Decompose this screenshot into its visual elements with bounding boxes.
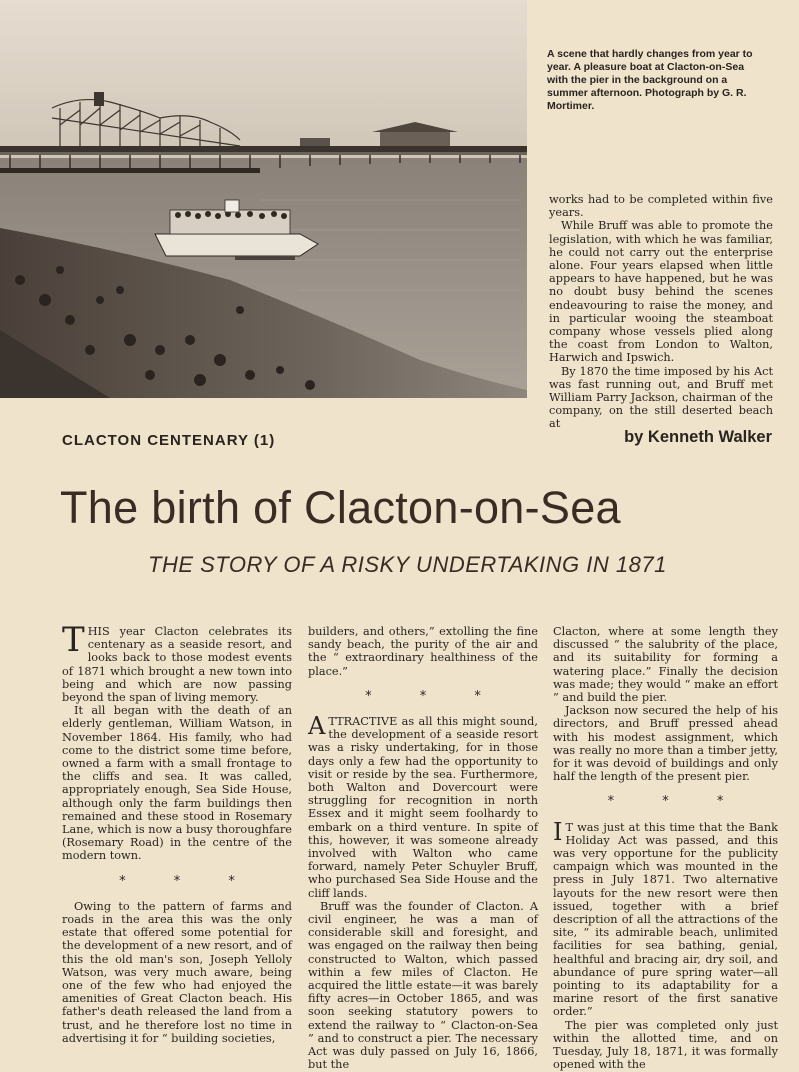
pier-photograph <box>0 0 527 398</box>
article-column-1 <box>62 620 292 1045</box>
paragraph <box>62 620 292 705</box>
series-title: CLACTON CENTENARY (1) <box>62 432 276 449</box>
paragraph <box>308 712 538 900</box>
paragraph: builders, and others,” extolling the fine sandy beach, the purity of the air and the “ extraordinary healthiness of the place.” <box>308 625 538 678</box>
paragraph-text: TTRACTIVE as all this might sound, the development of a seaside resort was a risky undertaking, for in those days only a few had the opportunity to visit or reside by the sea. Furthermore, both Walton and Dovercourt were struggling for recognition in north Essex and it might seem foolhardy to embark on a third venture. In spite of this, however, it was someone already involved with Walton who came forward, namely Peter Schuyler Bruff, who purchased Sea Side House and the cliff lands. <box>308 715 538 900</box>
paragraph: Bruff was the founder of Clacton. A civil engineer, he was a man of considerable skill and foresight, and was engaged on the railway then being constructed to Walton, which passed within a few miles of Clacton. He acquired the little estate—it was barely fifty acres—in October 1865, and was soon seeking statutory powers to extend the railway to “ Clacton-on-Sea ” and to construct a pier. The necessary Act was duly passed on July 16, 1866, but the <box>308 899 538 1072</box>
paragraph: Clacton, where at some length they discussed “ the salubrity of the place, and its suitability for forming a watering place.” Finally the decision was made; they would “ make an effort ” and build the pier. <box>553 625 778 705</box>
paragraph <box>553 817 778 1019</box>
section-break: * * * <box>365 688 503 704</box>
paragraph: Owing to the pattern of farms and roads in the area this was the only estate that offered some potential for the development of a new resort, and of this the old man's son, Joseph Yelloly Watson, was very much aware, being one of the few who had enjoyed the amenities of Great Clacton beach. His father's death released the land from a trust, and he therefore lost no time in advertising it for “ building societies, <box>62 899 292 1045</box>
headline: The birth of Clacton-on-Sea <box>60 482 621 533</box>
pier-photograph-icon <box>0 0 527 398</box>
top-column <box>549 193 773 431</box>
section-break: * * * <box>119 873 257 889</box>
paragraph: The pier was completed only just within the allotted time, and on Tuesday, July 18, 1871, it was formally opened with the <box>553 1018 778 1072</box>
drop-cap: T <box>62 620 85 660</box>
paragraph: By 1870 the time imposed by his Act was fast running out, and Bruff met William Parry Jackson, chairman of the company, on the still deserted beach at <box>549 364 773 431</box>
paragraph: While Bruff was able to promote the legislation, with which he was familiar, he could not carry out the enterprise alone. Four years elapsed when little appears to have happened, but he was no doubt busy behind the scenes endeavouring to raise the money, and in particular wooing the steamboat company whose vessels plied along the coast from London to Walton, Harwich and Ipswich. <box>549 219 773 365</box>
article-column-2 <box>308 625 538 1072</box>
byline: by Kenneth Walker <box>624 428 772 446</box>
paragraph-text: T was just at this time that the Bank Holiday Act was passed, and this was very opportune for the publicity campaign which was mounted in the press in July 1871. Two alternative layouts for the new resort were then issued, together with a brief description of all the attractions of the site, “ its admirable beach, unlimited facilities for sea bathing, genial, healthful and bracing air, dry soil, and abundance of pure spring water—all pointing to its adaptability for a marine resort of the first sanative order.” <box>553 820 778 1019</box>
paragraph-text: HIS year Clacton celebrates its centenary as a seaside resort, and looks back to those modest events of 1871 which brought a new town into being and which are now passing beyond the span of living memory. <box>62 625 292 705</box>
section-break: * * * <box>607 794 746 810</box>
paragraph: works had to be completed within five years. <box>549 193 773 220</box>
article-column-3 <box>553 625 778 1072</box>
subheadline: THE STORY OF A RISKY UNDERTAKING IN 1871 <box>148 552 667 577</box>
photo-caption: A scene that hardly changes from year to year. A pleasure boat at Clacton-on-Sea with the pier in the background on a summer afternoon. Photograph by G. R. Mortimer. <box>547 48 753 112</box>
paragraph: Jackson now secured the help of his directors, and Bruff pressed ahead with his modest assignment, which was really no more than a timber jetty, for it was devoid of buildings and only half the length of the present pier. <box>553 704 778 784</box>
drop-cap: A <box>308 712 326 741</box>
drop-cap: I <box>553 817 563 846</box>
paragraph: It all began with the death of an elderly gentleman, William Watson, in November 1864. His family, who had come to the district some time before, owned a farm with a small frontage to the cliffs and sea. It was called, appropriately enough, Sea Side House, although only the farm buildings then remained and these stood in Rosemary Lane, which is now a busy thoroughfare (Rosemary Road) in the centre of the modern town. <box>62 704 292 863</box>
